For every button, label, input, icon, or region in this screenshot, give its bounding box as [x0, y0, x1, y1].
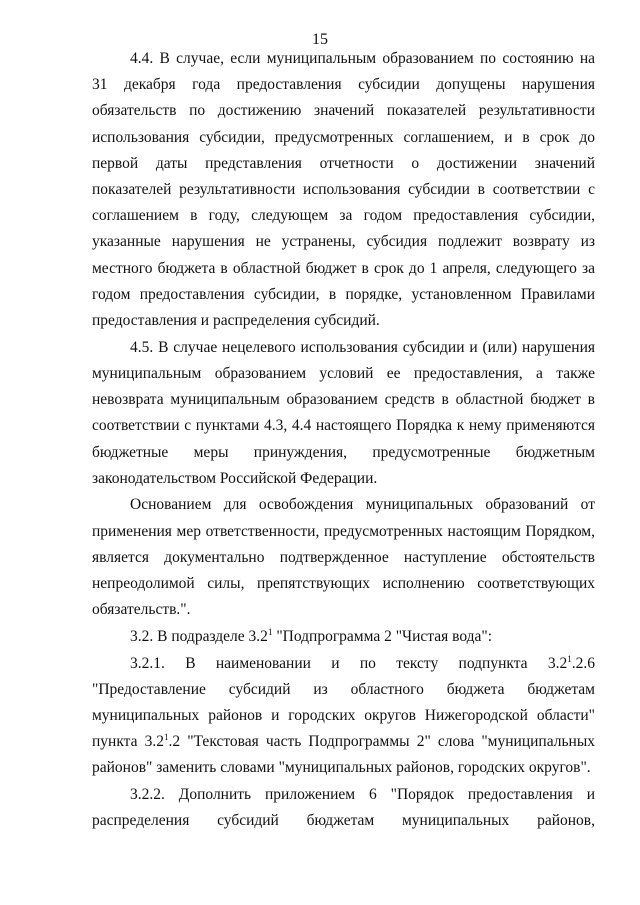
page-number: 15 [312, 31, 328, 48]
paragraph-force-majeure: Основанием для освобождения муниципальных образований от применения мер ответственности, предусмотренных настоящим Порядком, является документально подтвержденное наступление обстоятельств непреодолимой силы, препятствующих исполнению соответствующих обязательств.". [92, 496, 595, 619]
paragraph-3-2 [92, 624, 595, 650]
paragraph-3-2-2: 3.2.2. Дополнить приложением 6 "Порядок предоставления и распределения субсидий бюджетам муниципальных районов, [92, 786, 595, 830]
paragraph-3-2-text-end: "Подпрограмма 2 "Чистая вода": [272, 627, 493, 645]
paragraph-3-2-1 [92, 651, 595, 782]
paragraph-3-2-1-part-3: .2 "Текстовая часть Подпрограммы 2" слова "муниципальных районов" заменить словами "муниципальных районов, городских округов". [92, 733, 595, 777]
paragraph-3-2-text-start: 3.2. В подразделе 3.2 [130, 627, 268, 645]
superscript-marker: 1 [164, 732, 169, 743]
paragraph-3-2-1-part-1: 3.2.1. В наименовании и по тексту подпункта 3.2 [130, 654, 568, 672]
paragraph-4-5: 4.5. В случае нецелевого использования субсидии и (или) нарушения муниципальным образованием условий ее предоставления, а также невозврата муниципальным образованием средств в областной бюджет в соответствии с пунктами 4.3, 4.4 настоящего Порядка к нему применяются бюджетные меры принуждения, предусмотренные бюджетным законодательством Российской Федерации. [92, 338, 595, 487]
document-body [92, 46, 595, 835]
superscript-marker: 1 [267, 626, 273, 637]
paragraph-3-2-1-part-2: .2.6 "Предоставление субсидий из областного бюджета бюджетам муниципальных районов и городских округов Нижегородской области" пункта 3.2 [92, 654, 595, 751]
paragraph-4-4: 4.4. В случае, если муниципальным образованием по состоянию на 31 декабря года предоставления субсидии допущены нарушения обязательств по достижению значений показателей результативности использования субсидии, предусмотренных соглашением, и в срок до первой даты представления отчетности о достижении значений показателей результативности использования субсидии в соответствии с соглашением в году, следующем за годом предоставления субсидии, указанные нарушения не устранены, субсидия подлежит возврату из местного бюджета в областной бюджет в срок до 1 апреля, следующего за годом предоставления субсидии, в порядке, установленном Правилами предоставления и распределения субсидий. [92, 50, 595, 330]
superscript-marker: 1 [567, 653, 572, 664]
